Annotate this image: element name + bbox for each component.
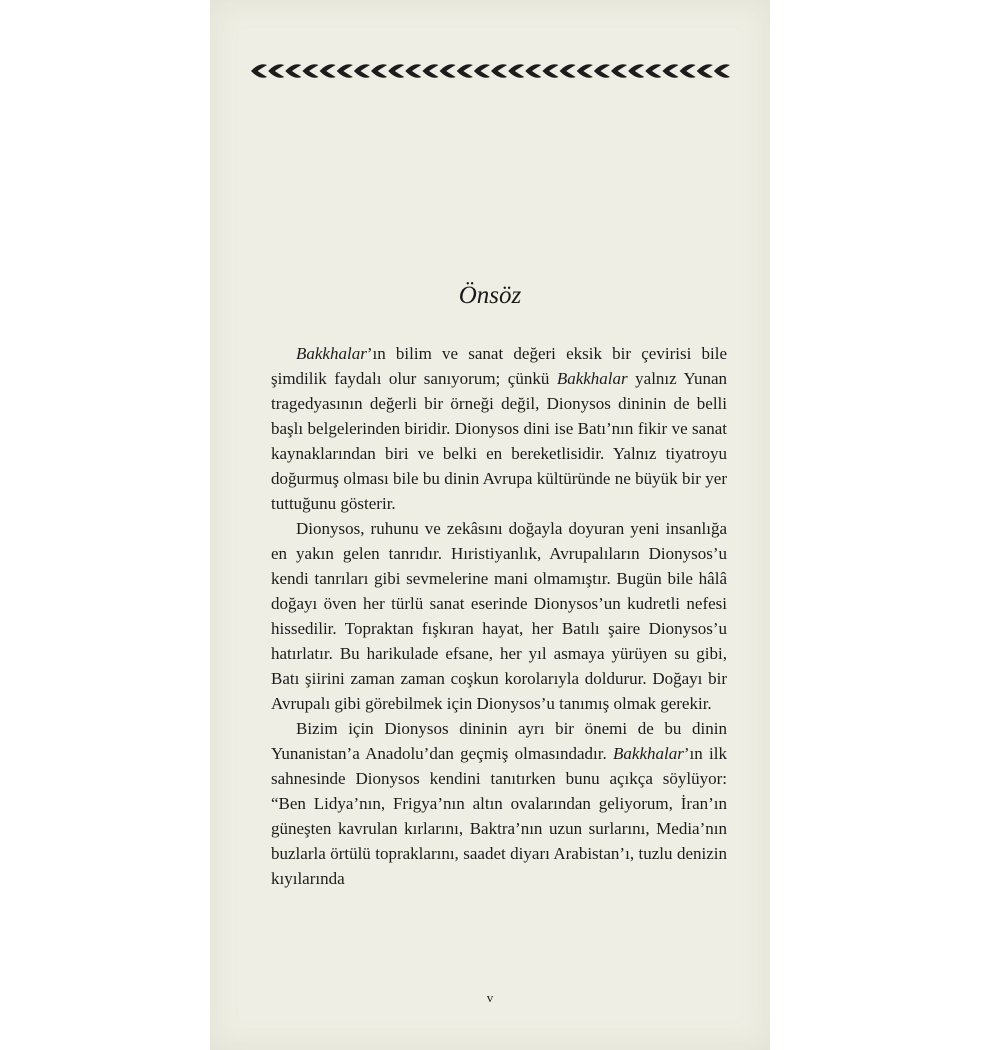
- paragraph-1: [271, 341, 727, 516]
- page-number: v: [486, 990, 494, 1005]
- ornament-leaf: [542, 64, 558, 78]
- ornament-leaf: [268, 64, 284, 78]
- ornament-divider-icon: [250, 62, 730, 80]
- ornament-leaf: [285, 64, 301, 78]
- italic-title: Bakkhalar: [556, 369, 628, 388]
- chapter-title: Önsöz: [458, 282, 522, 309]
- italic-title: Bakkhalar: [296, 344, 367, 363]
- ornament-leaf: [680, 64, 696, 78]
- ornament-leaf: [577, 64, 593, 78]
- ornament-leaf: [457, 64, 473, 78]
- text-run: Dionysos, ruhunu ve zekâsını doğayla doyuran yeni insanlığa en yakın gelen tanrıdır. Hıristiyanlık, Avrupalıların Dionysos’u kendi tanrıları gibi sevmelerine mani olmamıştır. Bugün bile hâlâ doğayı öven her türlü sanat eserinde Dionysos’un kudretli nefesi hissedilir. Topraktan fışkıran hayat, her Batılı şaire Dionysos’u hatırlatır. Bu harikulade efsane, her yıl asmaya yürüyen su gibi, Batı şiirini zaman zaman coşkun korolarıyla doldurur. Doğayı bir Avrupalı gibi görebilmek için Dionysos’u tanımış olmak gerekir.: [271, 519, 727, 713]
- ornament-leaf: [628, 64, 644, 78]
- paragraph-3: [271, 716, 727, 891]
- ornament-leaf: [422, 64, 438, 78]
- ornament-leaf: [371, 64, 387, 78]
- ornament-leaf: [662, 64, 678, 78]
- ornament-leaf: [474, 64, 490, 78]
- body-text: [271, 341, 727, 891]
- paragraph-2: [271, 516, 727, 716]
- text-run: yalnız Yunan tragedyasının değerli bir örneği değil, Dionysos dininin de belli başlı belgelerinden biridir. Dionysos dini ise Batı’nın fikir ve sanat kaynaklarından biri ve belki en bereketlisidir. Yalnız tiyatroyu doğurmuş olması bile bu dinin Avrupa kültüründe ne büyük bir yer tuttuğunu gösterir.: [271, 369, 727, 513]
- ornament-leaf: [491, 64, 507, 78]
- ornament-leaf: [320, 64, 336, 78]
- ornament-leaf: [251, 64, 267, 78]
- ornament-leaf: [388, 64, 404, 78]
- text-run: ’ın bilim ve sanat değeri eksik bir çevirisi bile şimdilik faydalı olur sanıyorum; çünkü: [271, 344, 727, 388]
- ornament-leaf: [405, 64, 421, 78]
- ornament-leaf: [525, 64, 541, 78]
- ornament-leaf: [611, 64, 627, 78]
- text-run: ’ın ilk sahnesinde Dionysos kendini tanıtırken bunu açıkça söylüyor: “Ben Lidya’nın, Frigya’nın altın ovalarından geliyorum, İran’ın güneşten kavrulan kırlarını, Baktra’nın uzun surlarını, Media’nın buzlarla örtülü topraklarını, saadet diyarı Arabistan’ı, tuzlu denizin kıyılarında: [271, 744, 727, 888]
- ornament-leaf: [302, 64, 318, 78]
- ornament-leaf: [440, 64, 456, 78]
- ornament-leaf: [645, 64, 661, 78]
- italic-title: Bakkhalar: [613, 744, 684, 763]
- ornament-leaf: [560, 64, 576, 78]
- ornament-leaf: [337, 64, 353, 78]
- ornament-leaf: [594, 64, 610, 78]
- ornament-leaf: [697, 64, 713, 78]
- ornament-leaf: [508, 64, 524, 78]
- book-page: [210, 0, 770, 1050]
- text-run: Bizim için Dionysos dininin ayrı bir önemi de bu dinin Yunanistan’a Anadolu’dan geçmiş olmasındadır.: [271, 719, 727, 763]
- ornament-leaf: [714, 64, 730, 78]
- ornament-leaf: [354, 64, 370, 78]
